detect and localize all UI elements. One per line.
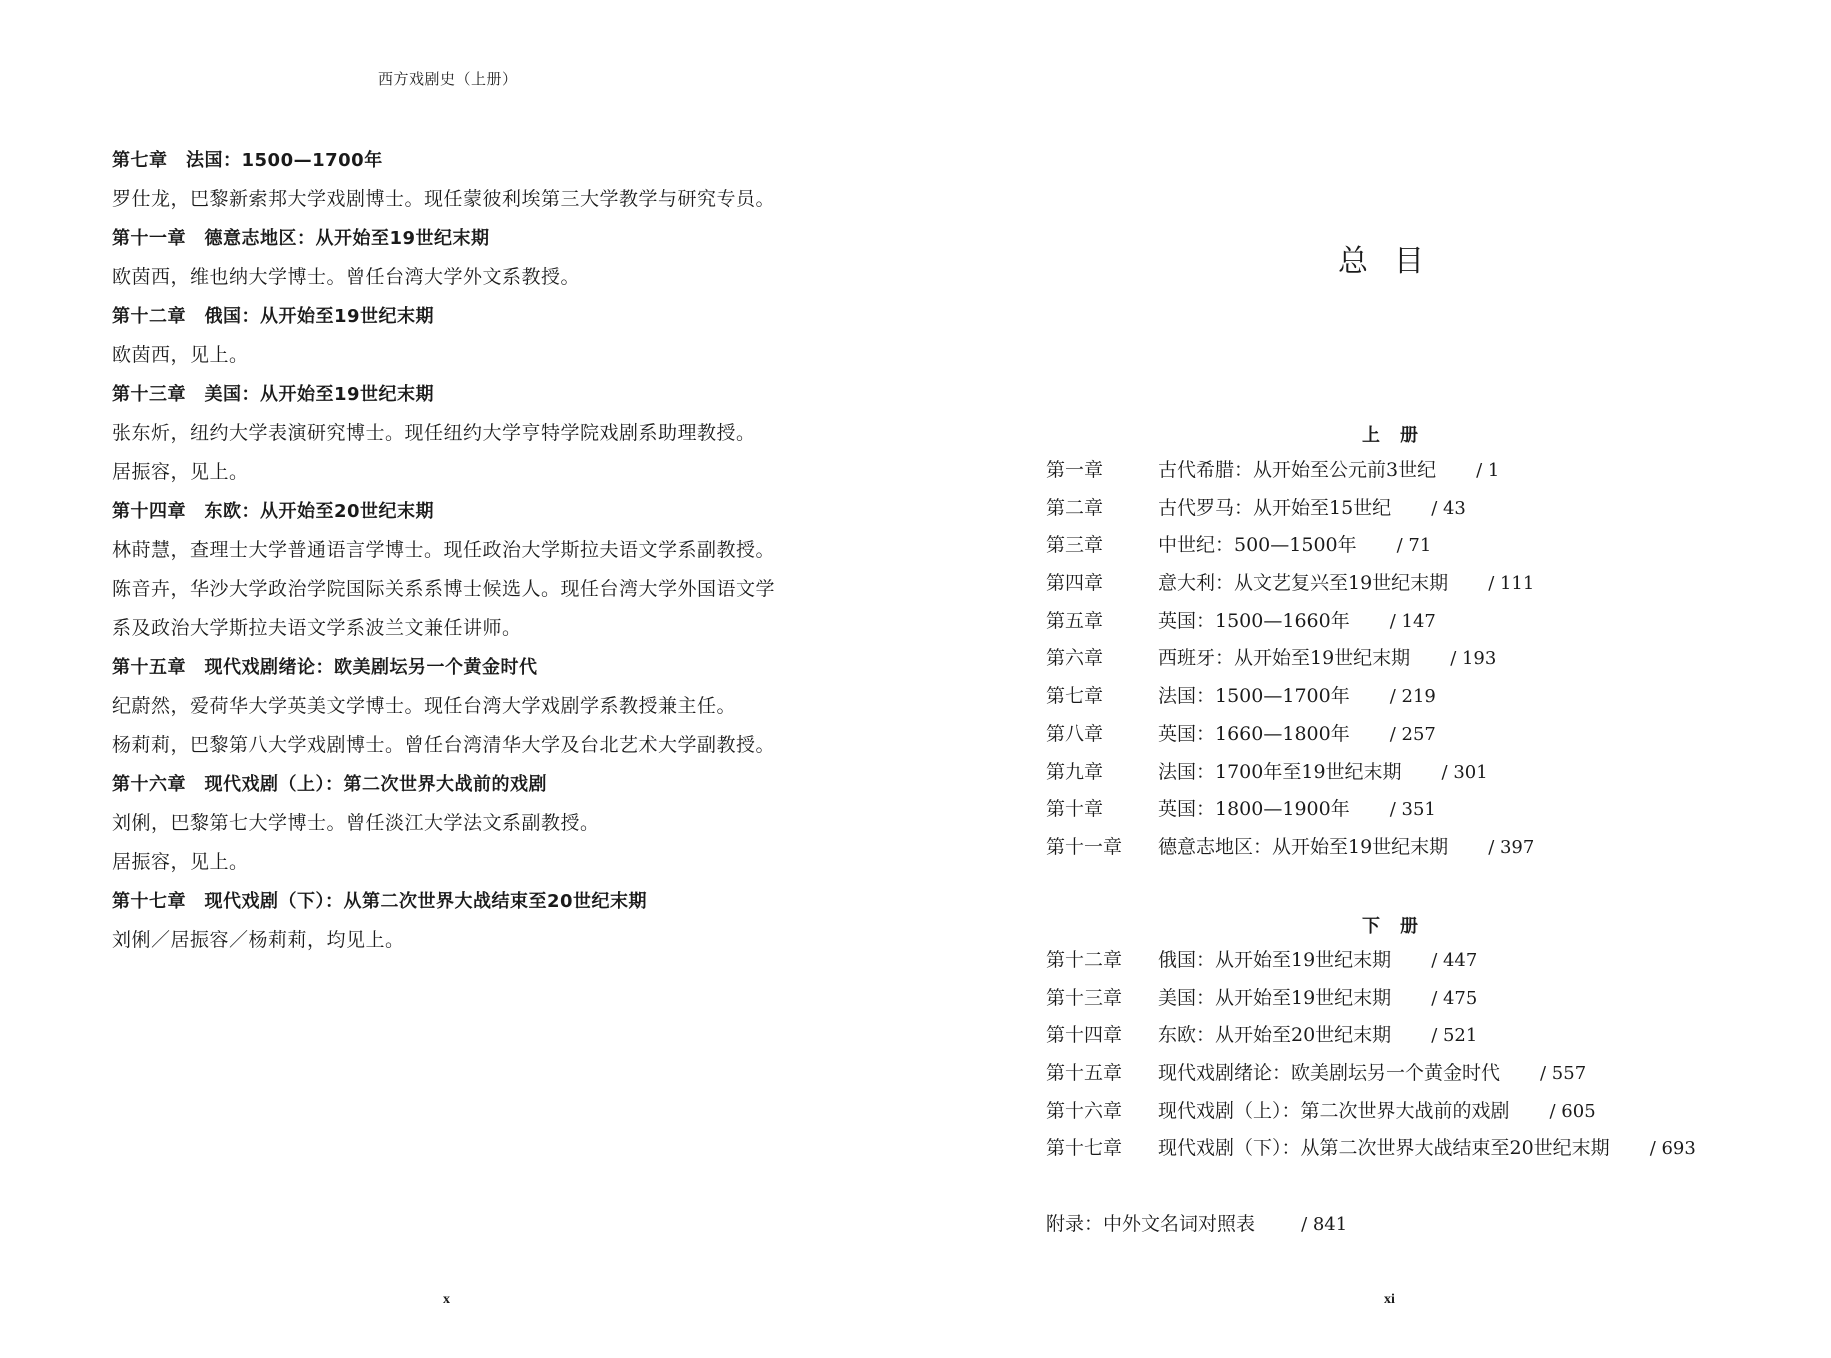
- toc-chapter-number: 第四章: [1046, 572, 1104, 595]
- toc-page-number: / 351: [1389, 799, 1436, 821]
- toc-chapter-number: 第三章: [1046, 534, 1104, 557]
- contributor-bio: 刘俐／居振容／杨莉莉，均见上。: [112, 929, 405, 951]
- toc-chapter-title: 现代戏剧（上）：第二次世界大战前的戏剧: [1158, 1099, 1510, 1122]
- contributor-bio: 杨莉莉，巴黎第八大学戏剧博士。曾任台湾清华大学及台北艺术大学副教授。: [112, 734, 776, 756]
- volume1-heading: 上册: [1362, 425, 1438, 446]
- toc-row[interactable]: [1046, 754, 1806, 792]
- toc-chapter-number: 第十二章: [1046, 949, 1123, 971]
- contributor-bio: 欧茵西，维也纳大学博士。曾任台湾大学外文系教授。: [112, 266, 581, 288]
- toc-chapter-title: 西班牙：从开始至19世纪末期: [1158, 647, 1411, 670]
- toc-row[interactable]: [1046, 565, 1806, 603]
- contributor-bio: 林莳慧，查理士大学普通语言学博士。现任政治大学斯拉夫语文学系副教授。: [112, 539, 776, 561]
- toc-row[interactable]: [1046, 1017, 1806, 1055]
- page-number-right: xi: [1384, 1292, 1395, 1307]
- contributor-chapter-heading: 第十四章 东欧：从开始至20世纪末期: [112, 501, 435, 522]
- toc-row[interactable]: [1046, 1130, 1806, 1168]
- toc-page-number: / 475: [1431, 987, 1478, 1009]
- contributor-chapter-heading: 第十五章 现代戏剧绪论：欧美剧坛另一个黄金时代: [112, 657, 538, 678]
- toc-row[interactable]: [1046, 829, 1806, 867]
- contributor-chapter-heading: 第十七章 现代戏剧（下）：从第二次世界大战结束至20世纪末期: [112, 891, 648, 912]
- toc-chapter-number: 第十五章: [1046, 1062, 1123, 1085]
- toc-row[interactable]: [1046, 640, 1806, 678]
- toc-chapter-number: 第十章: [1046, 798, 1104, 821]
- toc-chapter-title: 德意志地区：从开始至19世纪末期: [1158, 835, 1449, 858]
- contributor-chapter-heading: 第十一章 德意志地区：从开始至19世纪末期: [112, 228, 490, 249]
- volume2-heading: 下册: [1362, 916, 1438, 937]
- toc-row[interactable]: [1046, 490, 1806, 528]
- toc-row[interactable]: [1046, 980, 1806, 1018]
- toc-chapter-number: 第一章: [1046, 459, 1104, 481]
- contributor-bio: 欧茵西，见上。: [112, 344, 249, 366]
- toc-row[interactable]: [1046, 716, 1806, 754]
- toc-page-number: / 557: [1540, 1063, 1587, 1085]
- toc-chapter-number: 第二章: [1046, 496, 1104, 519]
- toc-page-number: / 111: [1488, 573, 1535, 595]
- toc-chapter-title: 古代希腊：从开始至公元前3世纪: [1158, 459, 1437, 481]
- toc-row[interactable]: [1046, 603, 1806, 641]
- toc-page-number: / 147: [1389, 610, 1436, 632]
- toc-page-number: / 605: [1549, 1100, 1596, 1122]
- toc-row[interactable]: [1046, 1093, 1806, 1131]
- toc-chapter-title: 法国：1500—1700年: [1158, 685, 1350, 708]
- toc-chapter-title: 现代戏剧绪论：欧美剧坛另一个黄金时代: [1158, 1062, 1501, 1085]
- toc-chapter-title: 英国：1500—1660年: [1158, 609, 1350, 632]
- toc-page-number: / 71: [1396, 535, 1432, 557]
- toc-row[interactable]: [1046, 791, 1806, 829]
- contributor-bio: 纪蔚然，爱荷华大学英美文学博士。现任台湾大学戏剧学系教授兼主任。: [112, 695, 737, 717]
- toc-page-number: / 257: [1389, 723, 1436, 745]
- toc-chapter-number: 第九章: [1046, 760, 1104, 783]
- contributor-chapter-heading: 第十三章 美国：从开始至19世纪末期: [112, 384, 435, 405]
- left-page: [0, 0, 915, 1358]
- toc-page-number: / 43: [1431, 497, 1466, 519]
- contributor-bio: 刘俐，巴黎第七大学博士。曾任淡江大学法文系副教授。: [112, 812, 600, 834]
- contributor-chapter-heading: 第七章 法国：1500—1700年: [112, 150, 383, 171]
- toc-chapter-title: 现代戏剧（下）：从第二次世界大战结束至20世纪末期: [1158, 1137, 1610, 1160]
- toc-volume1-list: [1046, 452, 1806, 867]
- contributors-list: [112, 141, 812, 960]
- toc-volume2-list: [1046, 942, 1806, 1168]
- toc-page-number: / 219: [1389, 686, 1436, 708]
- appendix-page: / 841: [1301, 1214, 1348, 1235]
- toc-chapter-title: 东欧：从开始至20世纪末期: [1158, 1024, 1392, 1047]
- toc-chapter-number: 第十一章: [1046, 835, 1123, 858]
- toc-chapter-title: 意大利：从文艺复兴至19世纪末期: [1158, 572, 1449, 595]
- toc-chapter-title: 英国：1660—1800年: [1158, 722, 1350, 745]
- toc-page-number: / 447: [1431, 950, 1478, 971]
- contributor-bio: 张东炘，纽约大学表演研究博士。现任纽约大学亨特学院戏剧系助理教授。: [112, 422, 756, 444]
- toc-chapter-title: 美国：从开始至19世纪末期: [1158, 986, 1392, 1009]
- toc-title: 总目: [1338, 244, 1450, 279]
- contributor-bio: 居振容，见上。: [112, 461, 249, 483]
- contributor-bio: 罗仕龙，巴黎新索邦大学戏剧博士。现任蒙彼利埃第三大学教学与研究专员。: [112, 188, 776, 210]
- contributor-chapter-heading: 第十六章 现代戏剧（上）：第二次世界大战前的戏剧: [112, 774, 547, 795]
- toc-page-number: / 301: [1441, 761, 1488, 783]
- toc-appendix: [1046, 1206, 1347, 1243]
- contributor-chapter-heading: 第十二章 俄国：从开始至19世纪末期: [112, 306, 435, 327]
- toc-row[interactable]: [1046, 527, 1806, 565]
- toc-page-number: / 1: [1476, 460, 1500, 481]
- toc-row[interactable]: [1046, 942, 1806, 980]
- toc-page-number: / 693: [1649, 1138, 1696, 1160]
- toc-chapter-number: 第十七章: [1046, 1137, 1123, 1160]
- toc-page-number: / 397: [1488, 836, 1535, 858]
- toc-chapter-title: 俄国：从开始至19世纪末期: [1158, 949, 1392, 971]
- toc-row[interactable]: [1046, 452, 1806, 490]
- toc-row[interactable]: [1046, 1055, 1806, 1093]
- running-head: 西方戏剧史（上册）: [378, 70, 518, 88]
- toc-page-number: / 193: [1450, 648, 1497, 670]
- toc-chapter-number: 第十六章: [1046, 1099, 1123, 1122]
- toc-chapter-number: 第六章: [1046, 647, 1104, 670]
- toc-chapter-title: 古代罗马：从开始至15世纪: [1158, 496, 1392, 519]
- toc-chapter-title: 英国：1800—1900年: [1158, 798, 1350, 821]
- toc-chapter-number: 第八章: [1046, 722, 1104, 745]
- toc-chapter-number: 第十三章: [1046, 986, 1123, 1009]
- contributor-bio: 陈音卉，华沙大学政治学院国际关系系博士候选人。现任台湾大学外国语文学系及政治大学斯拉夫语文学系波兰文兼任讲师。: [112, 578, 776, 639]
- toc-chapter-number: 第七章: [1046, 685, 1104, 708]
- toc-chapter-number: 第五章: [1046, 609, 1104, 632]
- appendix-name: 附录：中外文名词对照表: [1046, 1213, 1256, 1235]
- toc-chapter-title: 法国：1700年至19世纪末期: [1158, 760, 1402, 783]
- toc-page-number: / 521: [1431, 1025, 1478, 1047]
- page-number-left: x: [443, 1292, 450, 1307]
- contributor-bio: 居振容，见上。: [112, 851, 249, 873]
- toc-chapter-title: 中世纪：500—1500年: [1158, 534, 1357, 557]
- toc-row[interactable]: [1046, 678, 1806, 716]
- toc-chapter-number: 第十四章: [1046, 1024, 1123, 1047]
